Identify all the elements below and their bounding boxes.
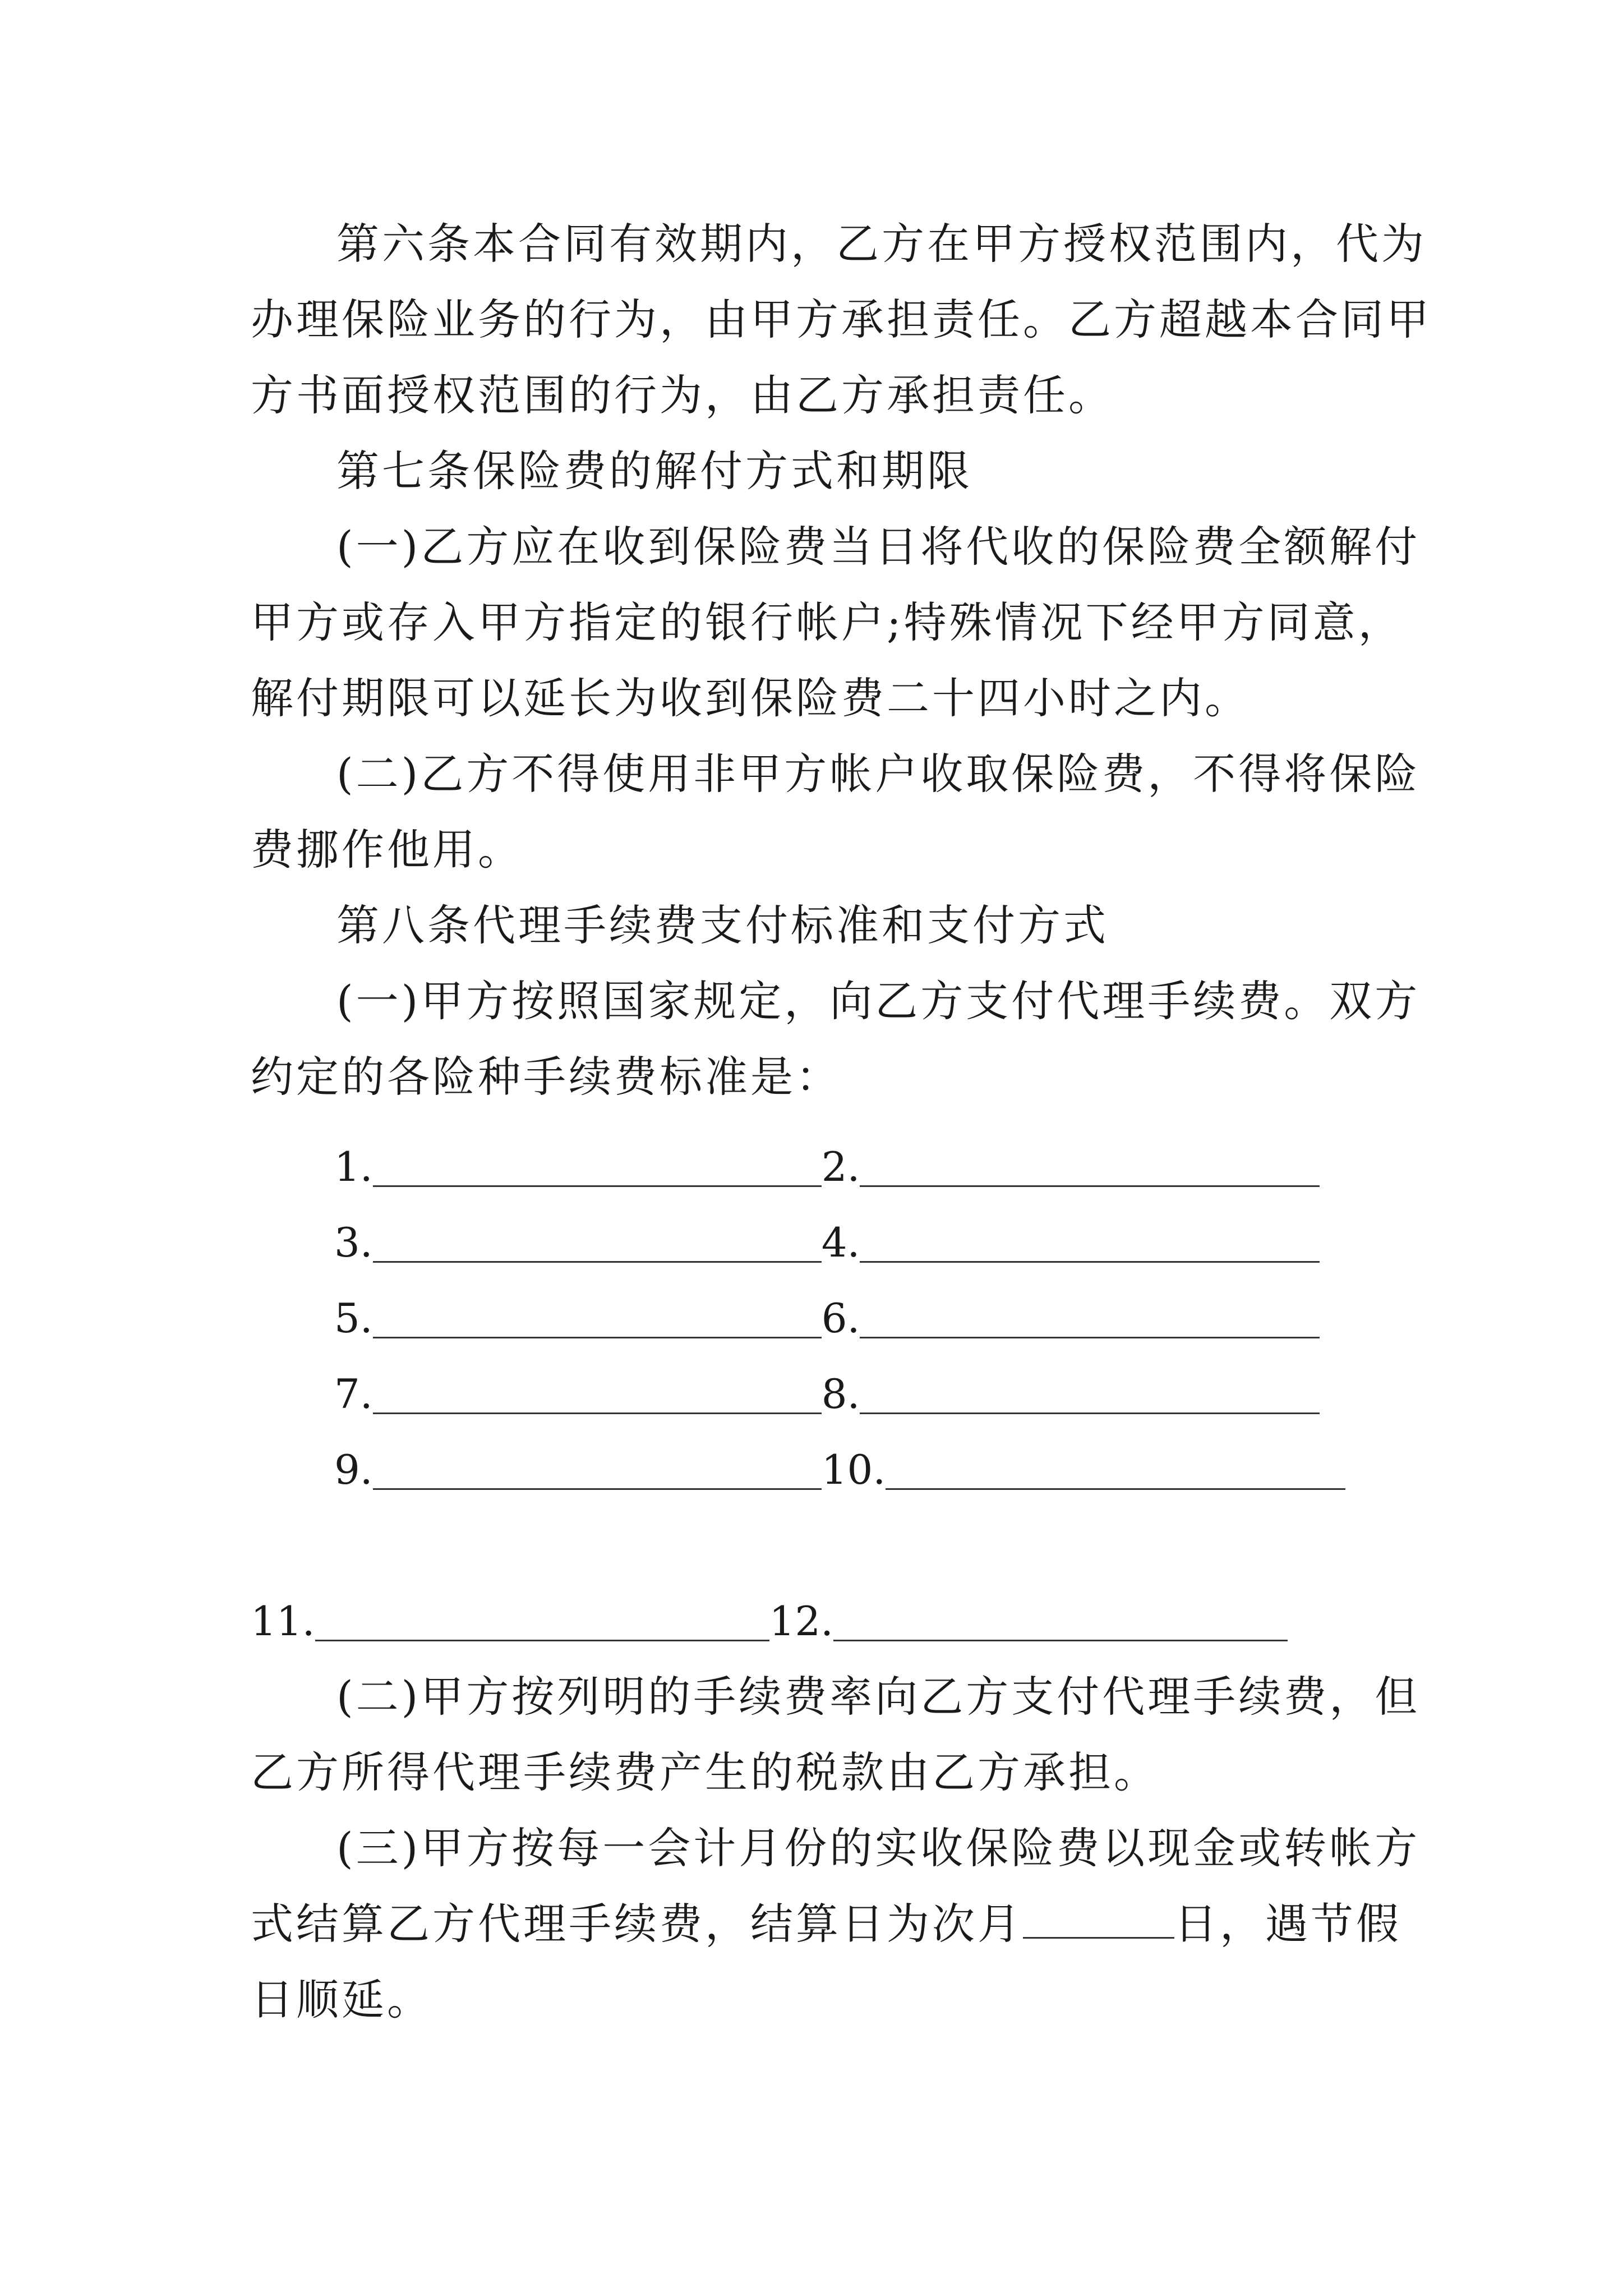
blank-line-7[interactable] — [373, 1373, 822, 1414]
blank-line-9[interactable] — [373, 1449, 822, 1490]
blank-label-2: 2. — [821, 1143, 860, 1190]
article8-item2-line1: (二)甲方按列明的手续费率向乙方支付代理手续费，但 — [336, 1672, 1421, 1722]
blank-label-8: 8. — [821, 1370, 860, 1418]
settlement-text-after: 日，遇节假 — [1174, 1899, 1401, 1949]
blank-line-6[interactable] — [860, 1297, 1320, 1338]
article7-item1-line2: 甲方或存入甲方指定的银行帐户;特殊情况下经甲方同意， — [251, 597, 1404, 647]
fee-blank-row-2 — [334, 1214, 1320, 1271]
blank-label-9: 9. — [334, 1446, 373, 1493]
blank-line-8[interactable] — [860, 1373, 1320, 1414]
settlement-day-blank[interactable] — [1023, 1898, 1174, 1939]
blank-line-11[interactable] — [315, 1600, 769, 1641]
blank-label-6: 6. — [821, 1295, 860, 1342]
blank-label-4: 4. — [821, 1219, 860, 1266]
article7-title: 第七条保险费的解付方式和期限 — [336, 446, 972, 496]
blank-label-3: 3. — [334, 1219, 373, 1266]
article7-item2-line2: 费挪作他用。 — [251, 825, 523, 875]
article8-item2-line2: 乙方所得代理手续费产生的税款由乙方承担。 — [251, 1747, 1159, 1797]
article6-line1: 第六条本合同有效期内，乙方在甲方授权范围内，代为 — [336, 219, 1427, 269]
fee-blank-row-6 — [251, 1593, 1288, 1649]
blank-line-3[interactable] — [373, 1222, 822, 1263]
blank-label-7: 7. — [334, 1370, 373, 1418]
article8-item1-line2: 约定的各险种手续费标准是： — [251, 1052, 841, 1102]
blank-line-1[interactable] — [373, 1146, 822, 1187]
article8-item3-line3: 日顺延。 — [251, 1975, 432, 2024]
blank-line-4[interactable] — [860, 1222, 1320, 1263]
article8-item3-line2 — [251, 1896, 1401, 1952]
fee-blank-row-3 — [334, 1290, 1320, 1346]
article7-item1-line3: 解付期限可以延长为收到保险费二十四小时之内。 — [251, 673, 1250, 723]
fee-blank-row-5 — [334, 1442, 1345, 1498]
fee-blank-row-4 — [334, 1366, 1320, 1422]
article8-title: 第八条代理手续费支付标准和支付方式 — [336, 900, 1109, 950]
article7-item2-line1: (二)乙方不得使用非甲方帐户收取保险费，不得将保险 — [336, 749, 1421, 799]
article8-item3-line1: (三)甲方按每一会计月份的实收保险费以现金或转帐方 — [336, 1823, 1421, 1873]
article6-line2: 办理保险业务的行为，由甲方承担责任。乙方超越本合同甲 — [251, 295, 1432, 344]
article7-item1-line1: (一)乙方应在收到保险费当日将代收的保险费全额解付 — [336, 522, 1421, 572]
blank-label-5: 5. — [334, 1295, 373, 1342]
article6-line3: 方书面授权范围的行为，由乙方承担责任。 — [251, 370, 1114, 420]
blank-label-10: 10. — [821, 1446, 886, 1493]
fee-blank-row-1 — [334, 1139, 1320, 1195]
blank-line-5[interactable] — [373, 1297, 822, 1338]
blank-line-2[interactable] — [860, 1146, 1320, 1187]
blank-label-1: 1. — [334, 1143, 373, 1190]
blank-label-11: 11. — [251, 1598, 315, 1645]
blank-line-10[interactable] — [886, 1449, 1345, 1490]
blank-line-12[interactable] — [833, 1600, 1288, 1641]
article8-item1-line1: (一)甲方按照国家规定，向乙方支付代理手续费。双方 — [336, 976, 1421, 1026]
settlement-text-before: 式结算乙方代理手续费，结算日为次月 — [251, 1899, 1023, 1949]
blank-label-12: 12. — [769, 1598, 834, 1645]
